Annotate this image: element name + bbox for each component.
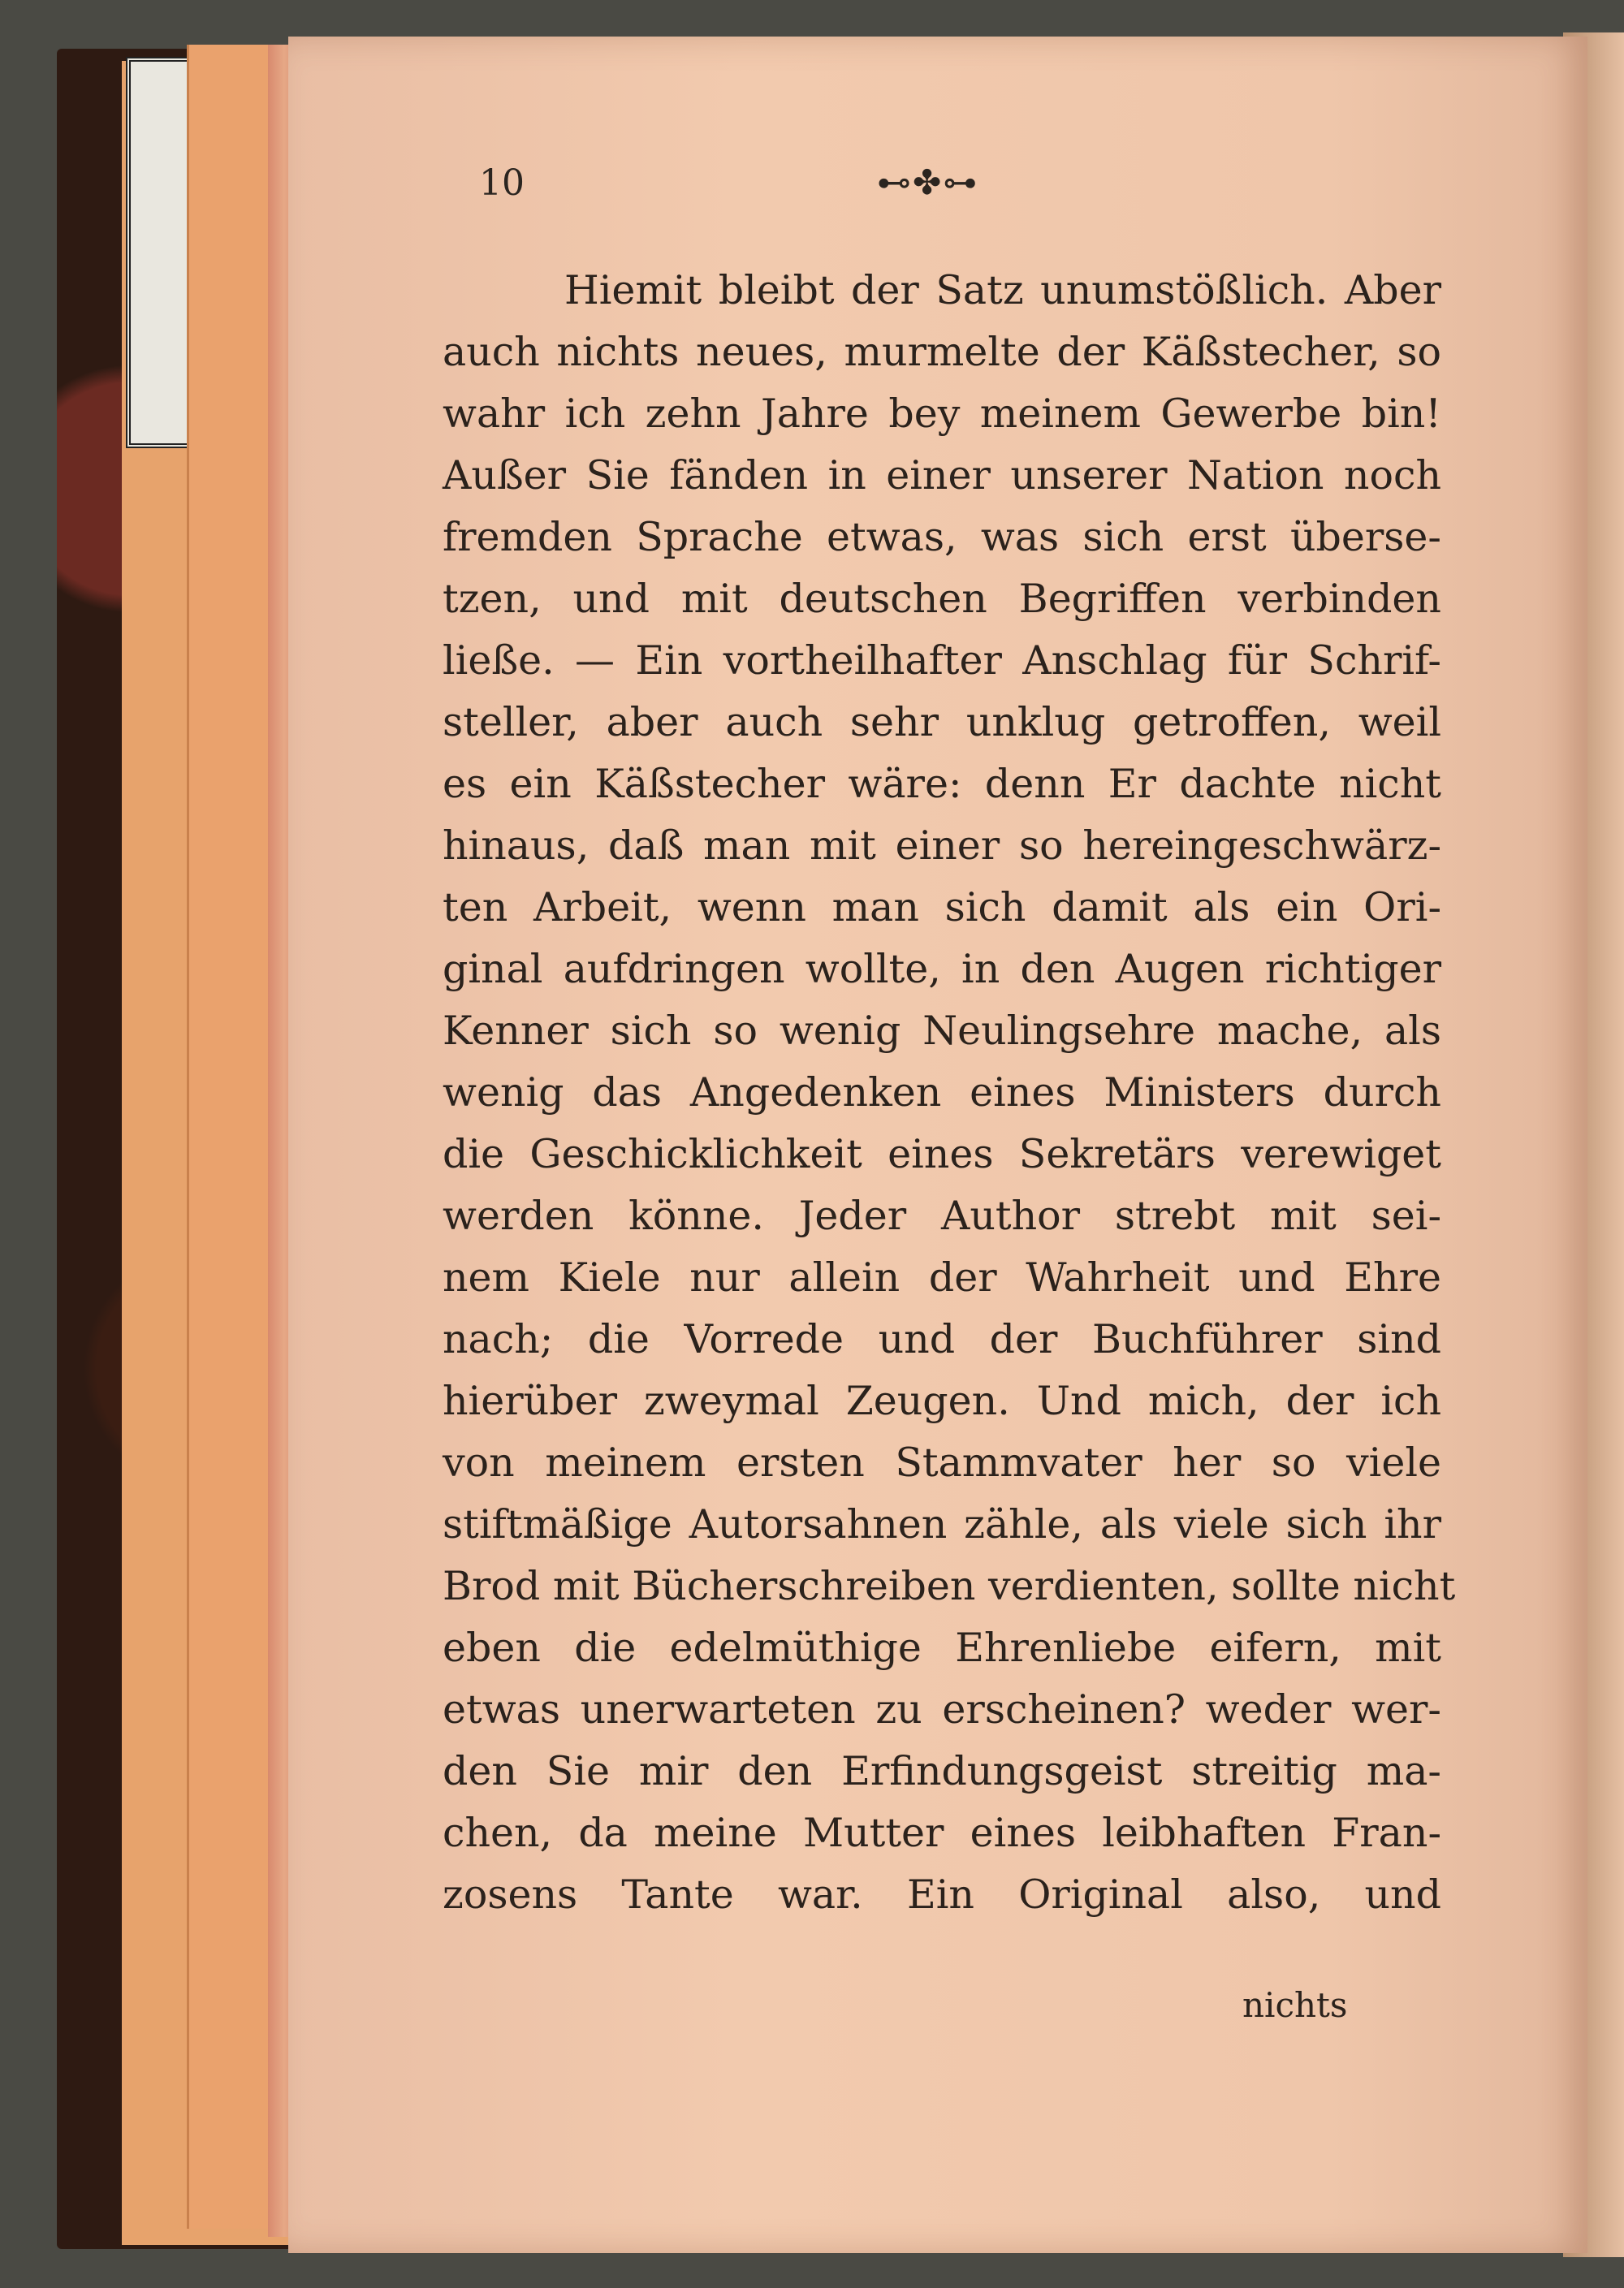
page-number: 10 xyxy=(479,162,525,204)
text-line: hierüber zweymal Zeugen. Und mich, der ich xyxy=(443,1378,1441,1424)
text-line: etwas unerwarteten zu erscheinen? weder wer- xyxy=(443,1686,1441,1733)
text-line: den Sie mir den Erfindungsgeist streitig ma- xyxy=(443,1748,1441,1794)
text-line: Brod mit Bücherschreiben verdienten, sollte nicht xyxy=(443,1563,1456,1609)
text-line: von meinem ersten Stammvater her so viele xyxy=(443,1440,1441,1486)
text-line: es ein Käßstecher wäre: denn Er dachte nicht xyxy=(443,761,1441,807)
text-line: ten Arbeit, wenn man sich damit als ein Ori- xyxy=(443,884,1441,930)
text-line: stiftmäßige Autorsahnen zähle, als viele sich ihr xyxy=(443,1501,1441,1548)
text-line: eben die edelmüthige Ehrenliebe eifern, mit xyxy=(443,1625,1441,1671)
text-line: fremden Sprache etwas, was sich erst überse- xyxy=(443,514,1441,560)
text-line: tzen, und mit deutschen Begriffen verbinden xyxy=(443,576,1441,622)
text-line: chen, da meine Mutter eines leibhaften Fran- xyxy=(443,1810,1441,1856)
header-ornament: ⊷✤⊶ xyxy=(877,162,979,202)
text-line: werden könne. Jeder Author strebt mit sei- xyxy=(443,1193,1441,1239)
text-line: auch nichts neues, murmelte der Käßstecher, so xyxy=(443,329,1441,375)
text-line: Außer Sie fänden in einer unserer Nation noch xyxy=(443,452,1441,499)
catchword: nichts xyxy=(1242,1985,1348,2025)
text-line: wahr ich zehn Jahre bey meinem Gewerbe bin! xyxy=(443,391,1441,437)
text-line: hinaus, daß man mit einer so hereingeschwärz- xyxy=(443,822,1441,869)
text-line: steller, aber auch sehr unklug getroffen, weil xyxy=(443,699,1441,745)
text-line: Kenner sich so wenig Neulingsehre mache, als xyxy=(443,1008,1441,1054)
text-line: die Geschicklichkeit eines Sekretärs verewiget xyxy=(443,1131,1441,1177)
text-line: ginal aufdringen wollte, in den Augen richtiger xyxy=(443,946,1441,992)
text-line: nem Kiele nur allein der Wahrheit und Ehre xyxy=(443,1254,1441,1301)
text-line: wenig das Angedenken eines Ministers durch xyxy=(443,1069,1441,1116)
text-line: zosens Tante war. Ein Original also, und xyxy=(443,1871,1441,1918)
text-line: Hiemit bleibt der Satz unumstößlich. Aber xyxy=(564,267,1441,313)
body-text xyxy=(443,260,1456,1926)
text-line: nach; die Vorrede und der Buchführer sind xyxy=(443,1316,1441,1362)
text-line: ließe. — Ein vortheilhafter Anschlag für Schrif- xyxy=(443,637,1441,684)
